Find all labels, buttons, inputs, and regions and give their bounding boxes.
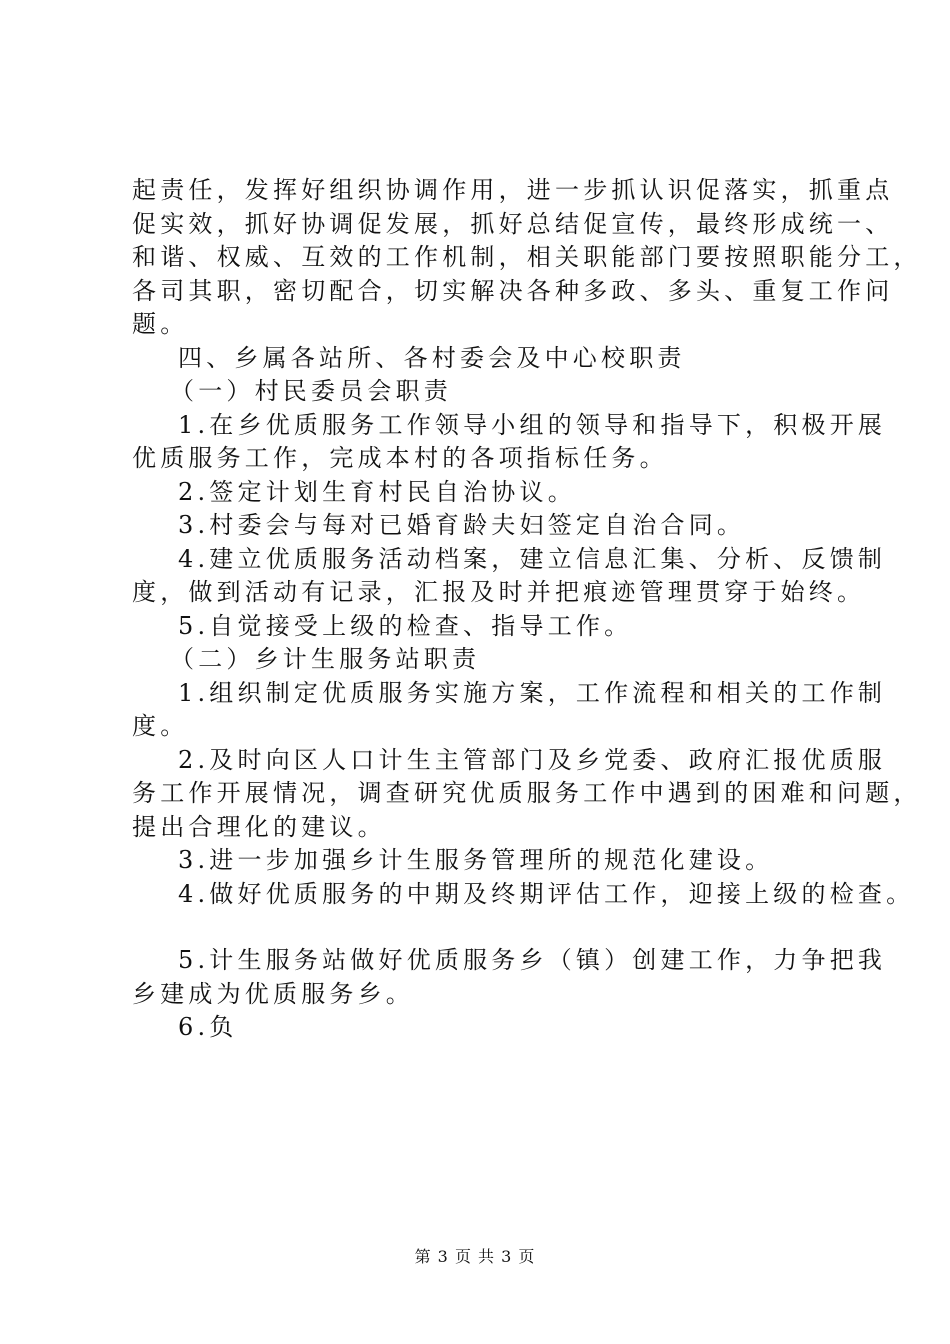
list-item: 2.及时向区人口计生主管部门及乡党委、政府汇报优质服 [178,745,887,774]
list-item: 4.做好优质服务的中期及终期评估工作，迎接上级的检查。 [178,879,915,908]
subsection-heading: （一）村民委员会职责 [170,377,452,405]
list-item: 3.进一步加强乡计生服务管理所的规范化建设。 [178,846,774,874]
list-item: 6.负 [178,1013,238,1041]
paragraph-gap [132,911,852,944]
text-line: 度。 [132,712,189,740]
list-item: 2.签定计划生育村民自治协议。 [178,477,576,506]
list-item: 5.自觉接受上级的检查、指导工作。 [178,611,633,640]
section-heading: 四、乡属各站所、各村委会及中心校职责 [178,343,686,372]
text-line: 促实效，抓好协调促发展，抓好总结促宣传，最终形成统一、 [132,209,894,238]
list-item: 5.计生服务站做好优质服务乡（镇）创建工作，力争把我 [178,946,887,974]
text-line: 务工作开展情况，调查研究优质服务工作中遇到的困难和问题， [132,779,922,807]
text-line: 乡建成为优质服务乡。 [132,979,414,1008]
page-number: 第 3 页 共 3 页 [414,1247,536,1266]
text-line: 度，做到活动有记录，汇报及时并把痕迹管理贯穿于始终。 [132,578,866,606]
list-item: 4.建立优质服务活动档案，建立信息汇集、分析、反馈制 [178,544,887,573]
text-line: 各司其职，密切配合，切实解决各种多政、多头、重复工作问 [132,276,894,305]
text-line: 和谐、权威、互效的工作机制，相关职能部门要按照职能分工， [132,243,922,271]
list-item: 3.村委会与每对已婚育龄夫妇签定自治合同。 [178,511,746,539]
document-body [132,174,922,1045]
text-line: 起责任，发挥好组织协调作用，进一步抓认识促落实，抓重点 [132,176,894,204]
text-line: 题。 [132,310,189,338]
text-line: 优质服务工作，完成本村的各项指标任务。 [132,444,668,472]
list-item: 1.组织制定优质服务实施方案，工作流程和相关的工作制 [178,678,887,707]
text-line: 提出合理化的建议。 [132,812,386,841]
list-item: 1.在乡优质服务工作领导小组的领导和指导下，积极开展 [178,410,887,439]
subsection-heading: （二）乡计生服务站职责 [170,645,481,673]
